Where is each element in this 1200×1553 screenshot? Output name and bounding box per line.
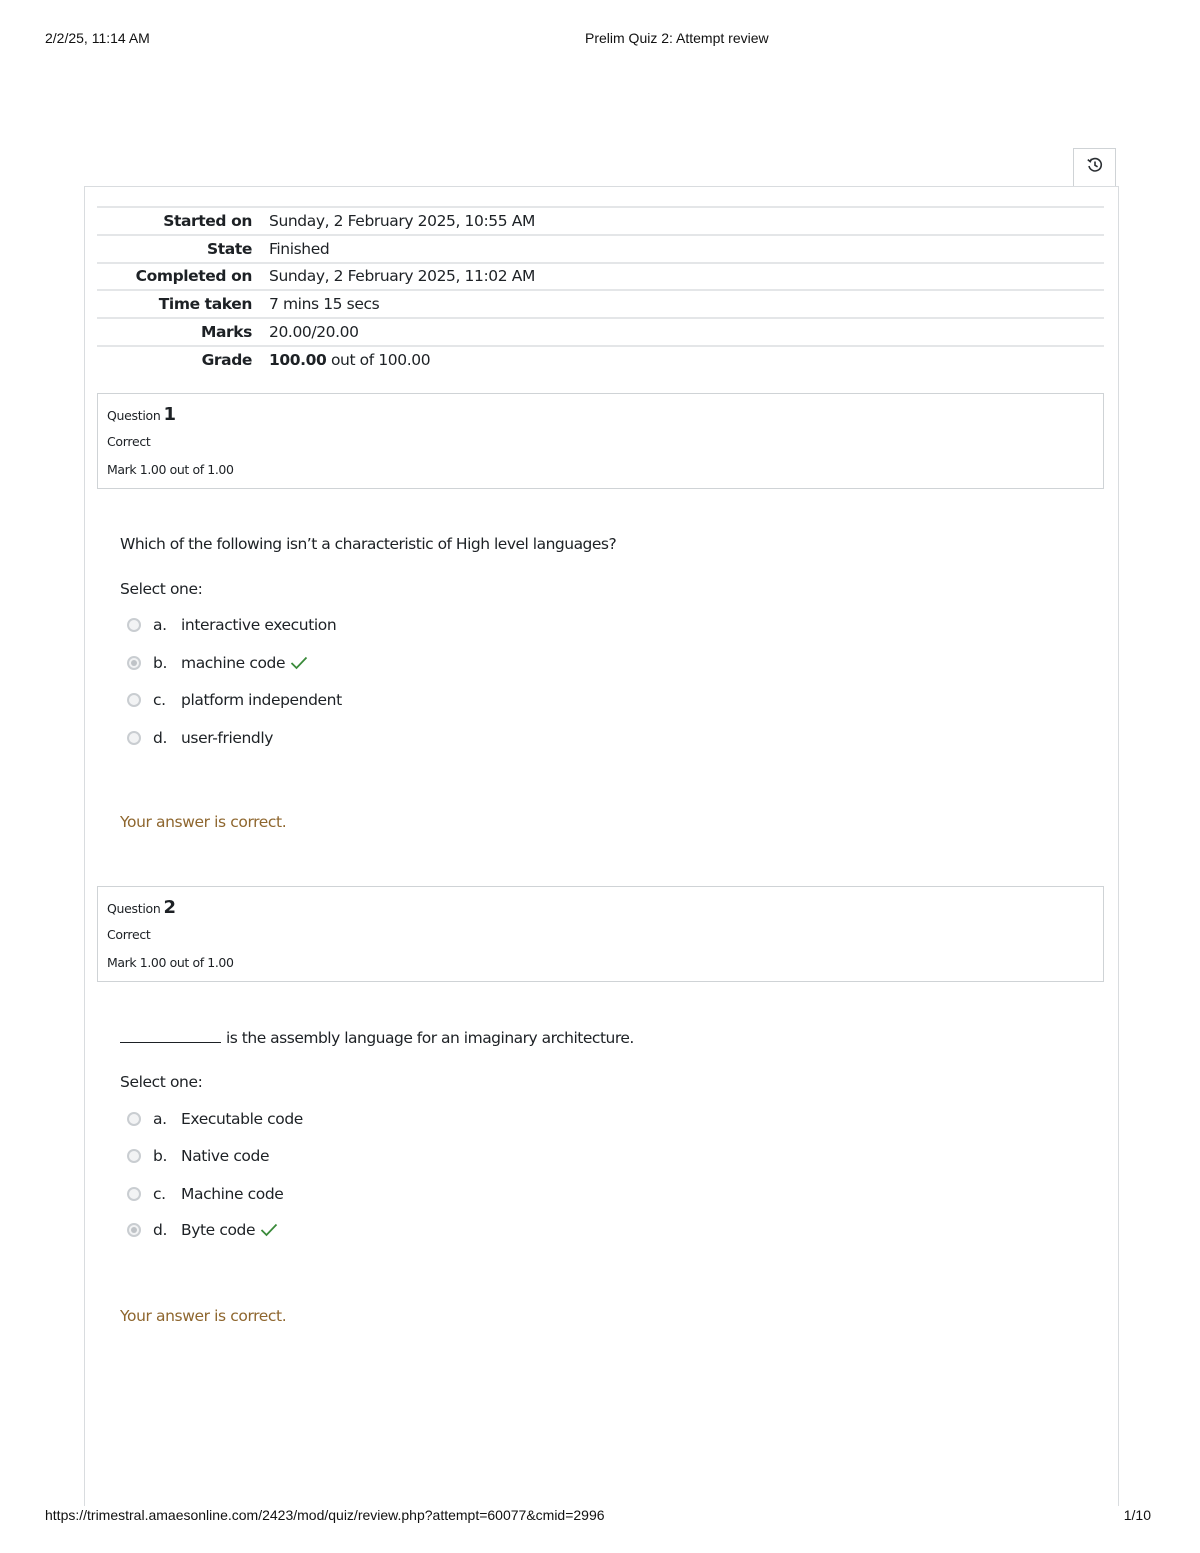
- question-info-2: [97, 886, 1104, 982]
- print-header: [45, 30, 1155, 50]
- option-text: Native code: [181, 1147, 270, 1165]
- option-letter: b.: [153, 1147, 167, 1165]
- option-text: user-friendly: [181, 729, 274, 747]
- answer-feedback-2: Your answer is correct.: [120, 1307, 287, 1325]
- history-icon: [1086, 156, 1104, 179]
- question-info-1: [97, 393, 1104, 489]
- history-button[interactable]: [1073, 148, 1116, 186]
- select-one-prompt: Select one:: [120, 1073, 203, 1091]
- answer-option-1a[interactable]: [126, 614, 336, 636]
- select-one-prompt: Select one:: [120, 580, 203, 598]
- summary-label: Time taken: [158, 295, 252, 314]
- answer-option-1c[interactable]: [126, 689, 342, 711]
- question-state: Correct: [107, 927, 151, 942]
- summary-label: Started on: [163, 211, 252, 230]
- question-mark: Mark 1.00 out of 1.00: [107, 462, 234, 477]
- summary-value: 7 mins 15 secs: [269, 295, 380, 314]
- option-letter: a.: [153, 616, 167, 634]
- option-letter: b.: [153, 654, 167, 672]
- radio-button[interactable]: [127, 1223, 141, 1237]
- print-url: https://trimestral.amaesonline.com/2423/mod/quiz/review.php?attempt=60077&cmid=2996: [45, 1507, 605, 1523]
- check-icon: [260, 1223, 278, 1237]
- summary-label: Completed on: [135, 267, 252, 286]
- radio-button[interactable]: [127, 1187, 141, 1201]
- print-page-title: Prelim Quiz 2: Attempt review: [585, 30, 769, 46]
- radio-button[interactable]: [127, 1149, 141, 1163]
- answer-option-2b[interactable]: [126, 1145, 269, 1167]
- summary-row-started: [97, 207, 1104, 235]
- fill-in-blank: [120, 1028, 221, 1043]
- question-number: [107, 404, 176, 425]
- summary-value: 20.00/20.00: [269, 323, 359, 342]
- question-text: is the assembly language for an imaginary architecture.: [226, 1029, 634, 1047]
- summary-label: Grade: [201, 351, 252, 370]
- option-letter: c.: [153, 691, 166, 709]
- question-number-value: 2: [163, 897, 176, 918]
- summary-value: Sunday, 2 February 2025, 11:02 AM: [269, 267, 535, 286]
- radio-button[interactable]: [127, 731, 141, 745]
- summary-row-state: [97, 235, 1104, 263]
- print-datetime: 2/2/25, 11:14 AM: [45, 30, 150, 46]
- summary-row-grade: [97, 346, 1104, 374]
- question-number-value: 1: [163, 404, 176, 425]
- attempt-summary-table: [97, 206, 1104, 374]
- grade-total: out of 100.00: [326, 351, 431, 370]
- answer-feedback-1: Your answer is correct.: [120, 813, 287, 831]
- option-letter: d.: [153, 729, 167, 747]
- radio-button[interactable]: [127, 1112, 141, 1126]
- answer-option-2d[interactable]: [126, 1219, 278, 1241]
- print-footer: [45, 1507, 1155, 1527]
- summary-row-completed: [97, 263, 1104, 291]
- option-letter: a.: [153, 1110, 167, 1128]
- radio-button[interactable]: [127, 618, 141, 632]
- question-text-2: [120, 1028, 634, 1047]
- radio-button[interactable]: [127, 656, 141, 670]
- option-letter: d.: [153, 1221, 167, 1239]
- question-number: [107, 897, 176, 918]
- option-text: Executable code: [181, 1110, 303, 1128]
- summary-value: Finished: [269, 239, 330, 258]
- option-letter: c.: [153, 1185, 166, 1203]
- answer-option-1b[interactable]: [126, 652, 308, 674]
- answer-option-2a[interactable]: [126, 1108, 303, 1130]
- question-mark: Mark 1.00 out of 1.00: [107, 955, 234, 970]
- summary-label: State: [207, 239, 252, 258]
- grade-score: 100.00: [269, 351, 327, 370]
- summary-row-time-taken: [97, 290, 1104, 318]
- question-label: Question: [107, 901, 161, 916]
- check-icon: [290, 656, 308, 670]
- option-text: machine code: [181, 654, 286, 672]
- answer-option-2c[interactable]: [126, 1183, 283, 1205]
- summary-row-marks: [97, 318, 1104, 346]
- print-page-count: 1/10: [1123, 1507, 1151, 1523]
- answer-option-1d[interactable]: [126, 727, 273, 749]
- summary-value: [268, 346, 1104, 374]
- summary-label: Marks: [200, 323, 252, 342]
- question-text-1: Which of the following isn’t a characteristic of High level languages?: [120, 535, 617, 553]
- summary-value: Sunday, 2 February 2025, 10:55 AM: [269, 211, 535, 230]
- question-state: Correct: [107, 434, 151, 449]
- radio-button[interactable]: [127, 693, 141, 707]
- option-text: platform independent: [181, 691, 342, 709]
- option-text: interactive execution: [181, 616, 337, 634]
- question-label: Question: [107, 408, 161, 423]
- option-text: Machine code: [181, 1185, 284, 1203]
- option-text: Byte code: [181, 1221, 256, 1239]
